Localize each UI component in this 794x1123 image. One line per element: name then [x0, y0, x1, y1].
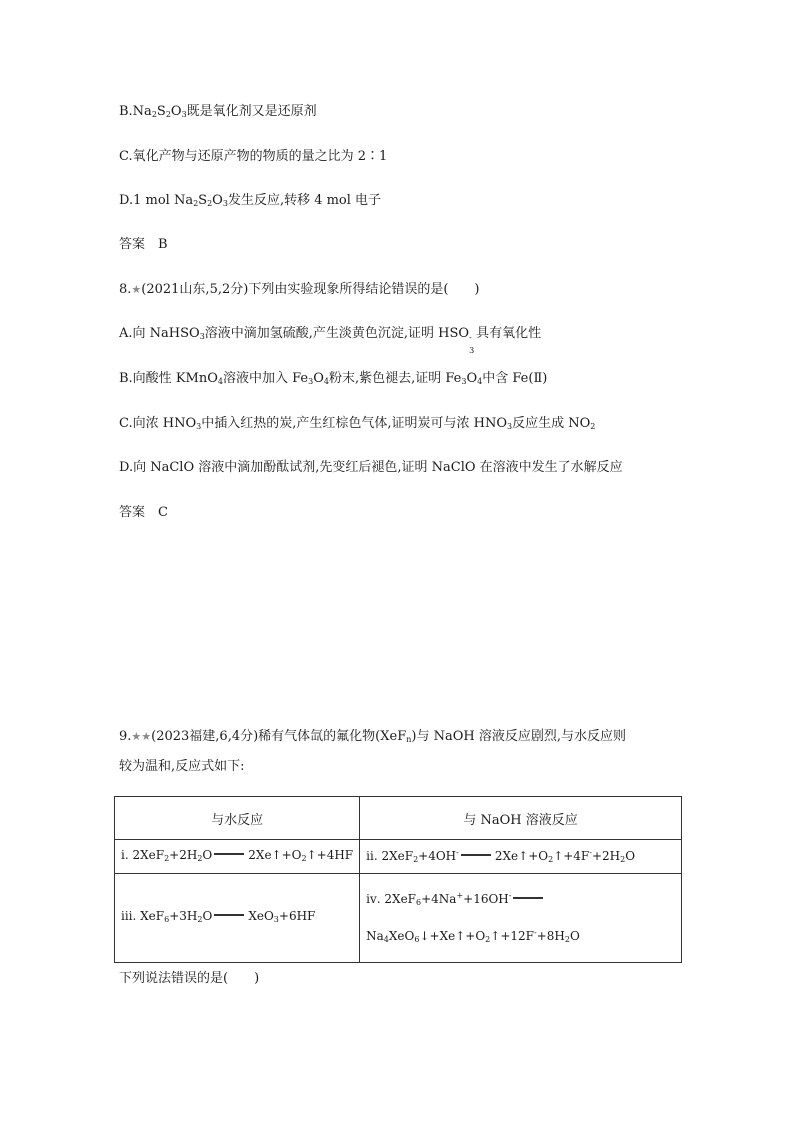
table-row	[115, 840, 682, 874]
q8-option-a: A.向 NaHSO$_3$溶液中滴加氢硫酸,产生淡黄色沉淀,证明 HSO - 3 具有氧化性	[119, 326, 542, 355]
table-row	[115, 874, 682, 963]
header-naoh: 与 NaOH 溶液反应	[360, 797, 682, 840]
equals-bar-icon	[461, 854, 491, 856]
reaction-i: ⅰ. $2XeF_2+2H_2O$ $2Xe↑+O_2↑+4HF$	[115, 840, 360, 874]
option-b-prev: $B.Na_2S_2O_3$既是氧化剂又是还原剂	[119, 104, 317, 119]
question-9-stem: 9.★★(2023福建,6,4分)稀有气体氙的氟化物(XeF$_n$)与 NaOH 溶液反应剧烈,与水反应则	[119, 729, 626, 744]
answer-8: 答案 C	[119, 505, 168, 520]
option-c-prev: C.氧化产物与还原产物的物质的量之比为 2∶1	[119, 149, 388, 164]
equals-bar-icon	[214, 853, 244, 855]
table-header-row	[115, 797, 682, 840]
question-9-stem-cont: 较为温和,反应式如下:	[119, 759, 245, 774]
option-d-prev: D.1 mol $Na_2S_2O_3$发生反应,转移 4 mol 电子	[119, 193, 382, 208]
q8-option-b: B.向酸性 KMnO$_4$溶液中加入 $Fe_3O_4$粉末,紫色褪去,证明 $Fe_3O_4$中含 Fe(Ⅱ)	[119, 371, 548, 386]
reaction-ii: ⅱ. 2XeF$_2$+4OH- $2Xe↑+O_2↑+4F^-+2H_2O$	[360, 840, 682, 874]
reaction-iv: ⅳ. 2XeF$_6$+4Na++16OH- $Na_4XeO_6↓+Xe↑+O_2↑+12F^-+8H_2O$	[360, 874, 682, 963]
stars-icon: ★★	[131, 730, 152, 743]
reaction-iii: ⅲ. $XeF_6+3H_2O$ XeO$_3$+6HF	[115, 874, 360, 963]
reaction-table	[114, 796, 682, 963]
question-9-prompt: 下列说法错误的是( )	[119, 971, 260, 986]
header-water: 与水反应	[115, 797, 360, 840]
equals-bar-icon	[214, 914, 244, 916]
question-8-stem: 8.★(2021山东,5,2分)下列由实验现象所得结论错误的是( )	[119, 282, 480, 297]
answer-7: 答案 B	[119, 237, 168, 252]
q8-option-c: C.向浓 $HNO_3$中插入红热的炭,产生红棕色气体,证明炭可与浓 $HNO_3$反应生成 $NO_2$	[119, 416, 596, 431]
equals-bar-icon	[513, 897, 543, 899]
q8-option-d: D.向 NaClO 溶液中滴加酚酞试剂,先变红后褪色,证明 NaClO 在溶液中发生了水解反应	[119, 460, 623, 475]
star-icon: ★	[131, 283, 142, 296]
